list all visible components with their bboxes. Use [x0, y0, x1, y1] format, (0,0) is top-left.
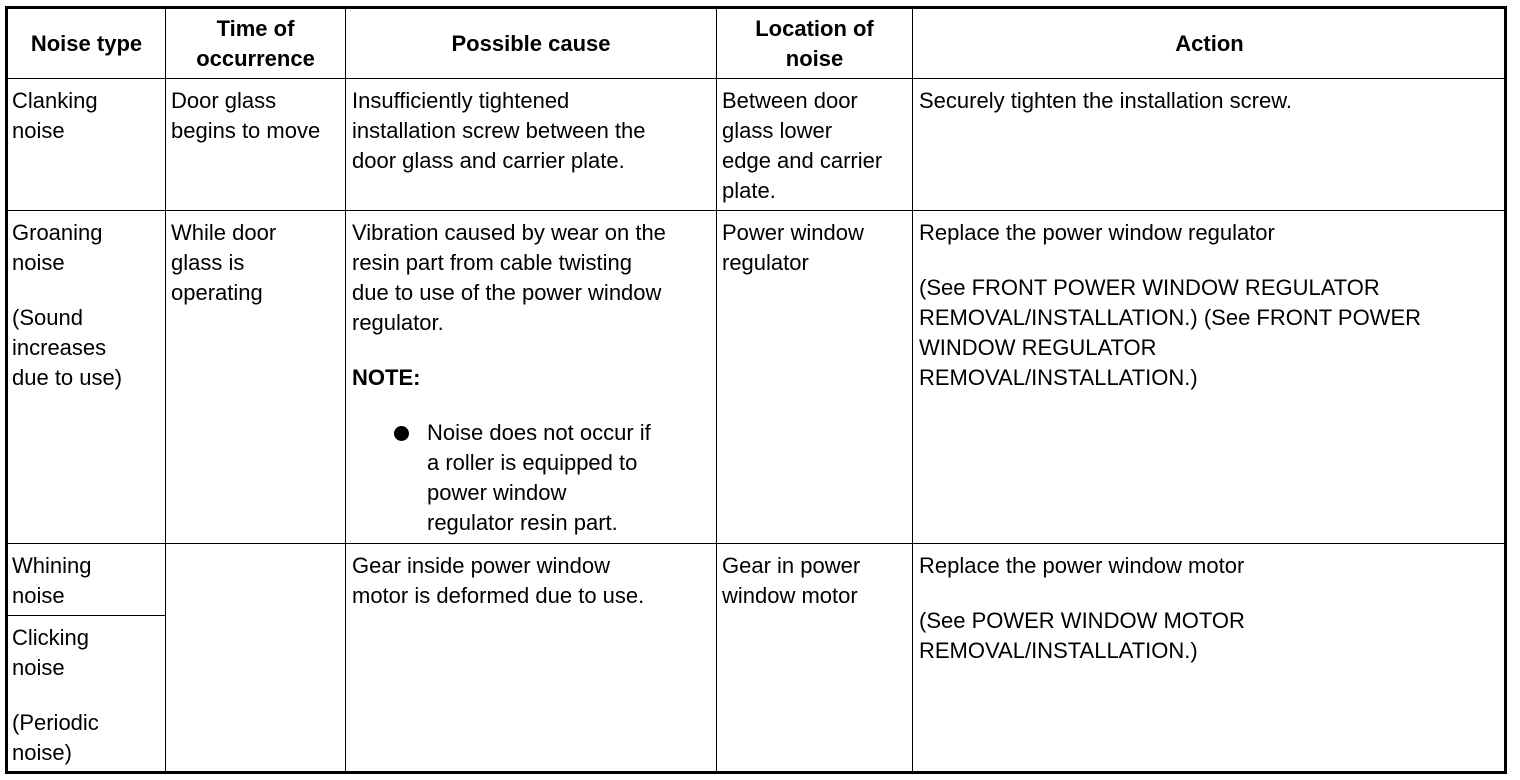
bullet-icon [394, 426, 409, 441]
clicking-type-2: noise [12, 655, 65, 680]
note-line-3: power window [427, 480, 567, 505]
whining-type-2: noise [12, 583, 65, 608]
header-divider [6, 78, 1506, 79]
clanking-location-1: Between door [722, 88, 858, 113]
col-divider-1 [165, 7, 166, 774]
header-time-line2: occurrence [196, 46, 315, 71]
header-cause: Possible cause [451, 31, 611, 56]
groaning-time-1: While door [171, 220, 277, 245]
groaning-type-4: increases [12, 335, 107, 360]
whining-action-2: (See POWER WINDOW MOTOR [919, 608, 1245, 633]
col-divider-4 [912, 7, 913, 774]
groaning-action-3: REMOVAL/INSTALLATION.) (See FRONT POWER [919, 305, 1422, 330]
groaning-type-1: Groaning [12, 220, 103, 245]
note-line-4: regulator resin part. [427, 510, 618, 535]
groaning-cause-3: due to use of the power window [352, 280, 662, 305]
clanking-time-2: begins to move [171, 118, 321, 143]
note-line-2: a roller is equipped to [427, 450, 638, 475]
clanking-cause-2: installation screw between the [352, 118, 646, 143]
clanking-location-2: glass lower [722, 118, 833, 143]
note-line-1: Noise does not occur if [427, 420, 651, 445]
header-noise-type: Noise type [30, 31, 143, 56]
whining-location-1: Gear in power [722, 553, 861, 578]
groaning-cause-2: resin part from cable twisting [352, 250, 632, 275]
clicking-type-3: (Periodic [12, 710, 99, 735]
col-divider-2 [345, 7, 346, 774]
clanking-type-2: noise [12, 118, 65, 143]
clicking-type-1: Clicking [12, 625, 90, 650]
clanking-cause-1: Insufficiently tightened [352, 88, 570, 113]
clanking-cause-3: door glass and carrier plate. [352, 148, 625, 173]
header-location-line1: Location of [755, 16, 874, 41]
header-action: Action [1175, 31, 1244, 56]
groaning-type-3: (Sound [12, 305, 83, 330]
groaning-type-2: noise [12, 250, 65, 275]
clicking-type-4: noise) [12, 740, 72, 765]
groaning-action-2: (See FRONT POWER WINDOW REGULATOR [919, 275, 1380, 300]
whining-location-2: window motor [722, 583, 858, 608]
whining-action-3: REMOVAL/INSTALLATION.) [919, 638, 1198, 663]
header-location-line2: noise [785, 46, 844, 71]
groaning-action-1: Replace the power window regulator [919, 220, 1275, 245]
groaning-cause-1: Vibration caused by wear on the [352, 220, 666, 245]
whining-cause-1: Gear inside power window [352, 553, 611, 578]
whining-type-1: Whining [12, 553, 92, 578]
groaning-type-5: due to use) [12, 365, 123, 390]
note-label: NOTE: [352, 365, 421, 390]
clanking-time-1: Door glass [171, 88, 277, 113]
row2-divider [6, 543, 1506, 544]
clanking-location-4: plate. [722, 178, 776, 203]
clanking-location-3: edge and carrier [722, 148, 883, 173]
groaning-action-5: REMOVAL/INSTALLATION.) [919, 365, 1198, 390]
groaning-time-3: operating [171, 280, 263, 305]
header-time-line1: Time of [216, 16, 295, 41]
clanking-type-1: Clanking [12, 88, 98, 113]
groaning-cause-4: regulator. [352, 310, 444, 335]
whining-cause-2: motor is deformed due to use. [352, 583, 645, 608]
groaning-time-2: glass is [171, 250, 245, 275]
groaning-location-1: Power window [722, 220, 864, 245]
col-divider-3 [716, 7, 717, 774]
whining-clicking-divider [6, 615, 165, 616]
clanking-action-1: Securely tighten the installation screw. [919, 88, 1292, 113]
groaning-action-4: WINDOW REGULATOR [919, 335, 1157, 360]
row1-divider [6, 210, 1506, 211]
groaning-location-2: regulator [722, 250, 809, 275]
whining-action-1: Replace the power window motor [919, 553, 1245, 578]
